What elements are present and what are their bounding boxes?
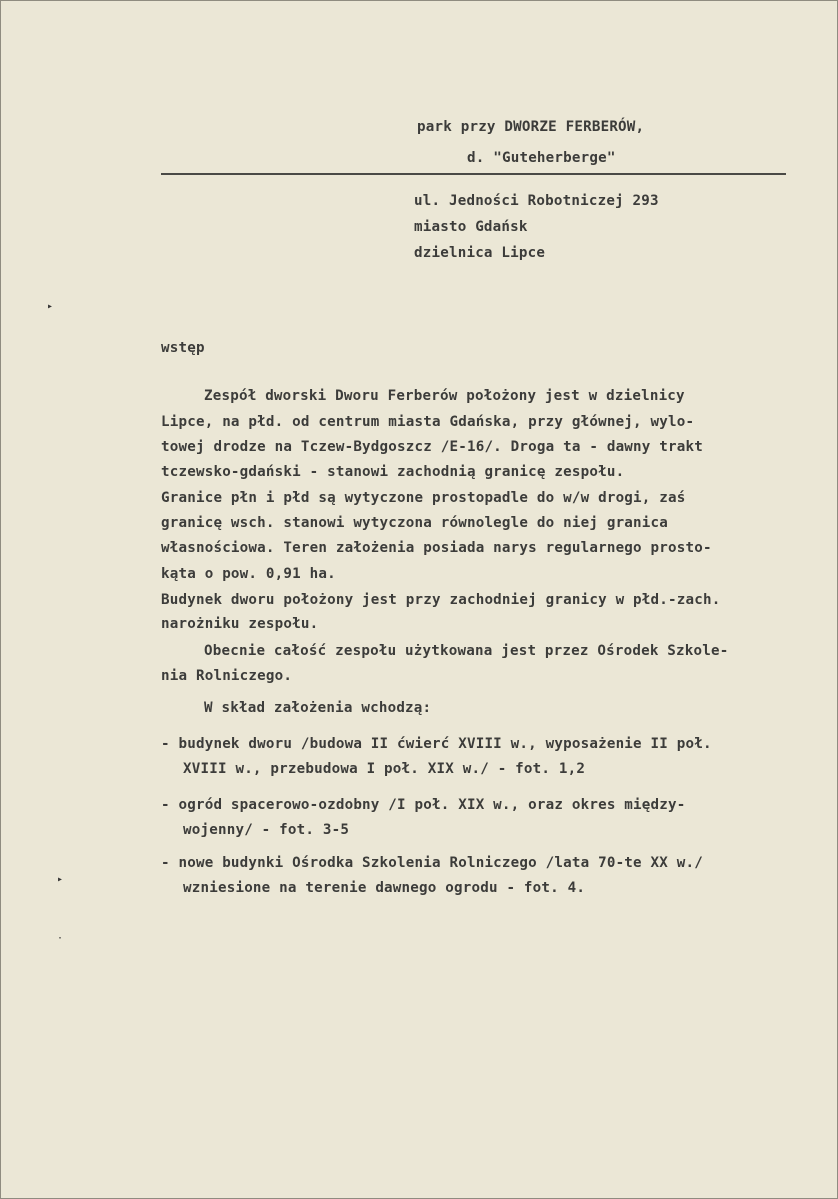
body-line: nia Rolniczego. [161, 668, 293, 684]
margin-mark: ▸ [47, 301, 54, 312]
list-item: - ogród spacerowo-ozdobny /I poł. XIX w., oraz okres między- [161, 797, 686, 813]
body-line: Obecnie całość zespołu użytkowana jest przez Ośrodek Szkole- [204, 643, 729, 659]
address-street: ul. Jedności Robotniczej 293 [414, 193, 659, 209]
body-line: W skład założenia wchodzą: [204, 700, 432, 716]
header-divider [161, 173, 786, 175]
list-item-continuation: XVIII w., przebudowa I poł. XIX w./ - fot. 1,2 [183, 761, 586, 777]
address-city: miasto Gdańsk [414, 219, 528, 235]
header-title-line1: park przy DWORZE FERBERÓW, [417, 119, 645, 135]
body-line: własnościowa. Teren założenia posiada narys regularnego prosto- [161, 540, 712, 556]
margin-mark: · [57, 933, 64, 944]
list-item-continuation: wojenny/ - fot. 3-5 [183, 822, 350, 838]
body-line: Zespół dworski Dworu Ferberów położony jest w dzielnicy [204, 388, 685, 404]
body-line: Lipce, na płd. od centrum miasta Gdańska, przy głównej, wylo- [161, 414, 695, 430]
body-line: granicę wsch. stanowi wytyczona równolegle do niej granica [161, 515, 669, 531]
address-district: dzielnica Lipce [414, 245, 546, 261]
margin-mark: ▸ [57, 874, 64, 885]
body-line: Granice płn i płd są wytyczone prostopadle do w/w drogi, zaś [161, 490, 686, 506]
section-heading: wstęp [161, 340, 205, 356]
list-item: - nowe budynki Ośrodka Szkolenia Rolniczego /lata 70-te XX w./ [161, 855, 703, 871]
header-title-line2: d. "Guteherberge" [467, 150, 616, 166]
body-line: towej drodze na Tczew-Bydgoszcz /E-16/. Droga ta - dawny trakt [161, 439, 703, 455]
list-item-continuation: wzniesione na terenie dawnego ogrodu - fot. 4. [183, 880, 586, 896]
body-line: Budynek dworu położony jest przy zachodniej granicy w płd.-zach. [161, 592, 721, 608]
body-line: kąta o pow. 0,91 ha. [161, 566, 336, 582]
list-item: - budynek dworu /budowa II ćwierć XVIII w., wyposażenie II poł. [161, 736, 712, 752]
body-line: narożniku zespołu. [161, 616, 319, 632]
body-line: tczewsko-gdański - stanowi zachodnią granicę zespołu. [161, 464, 625, 480]
